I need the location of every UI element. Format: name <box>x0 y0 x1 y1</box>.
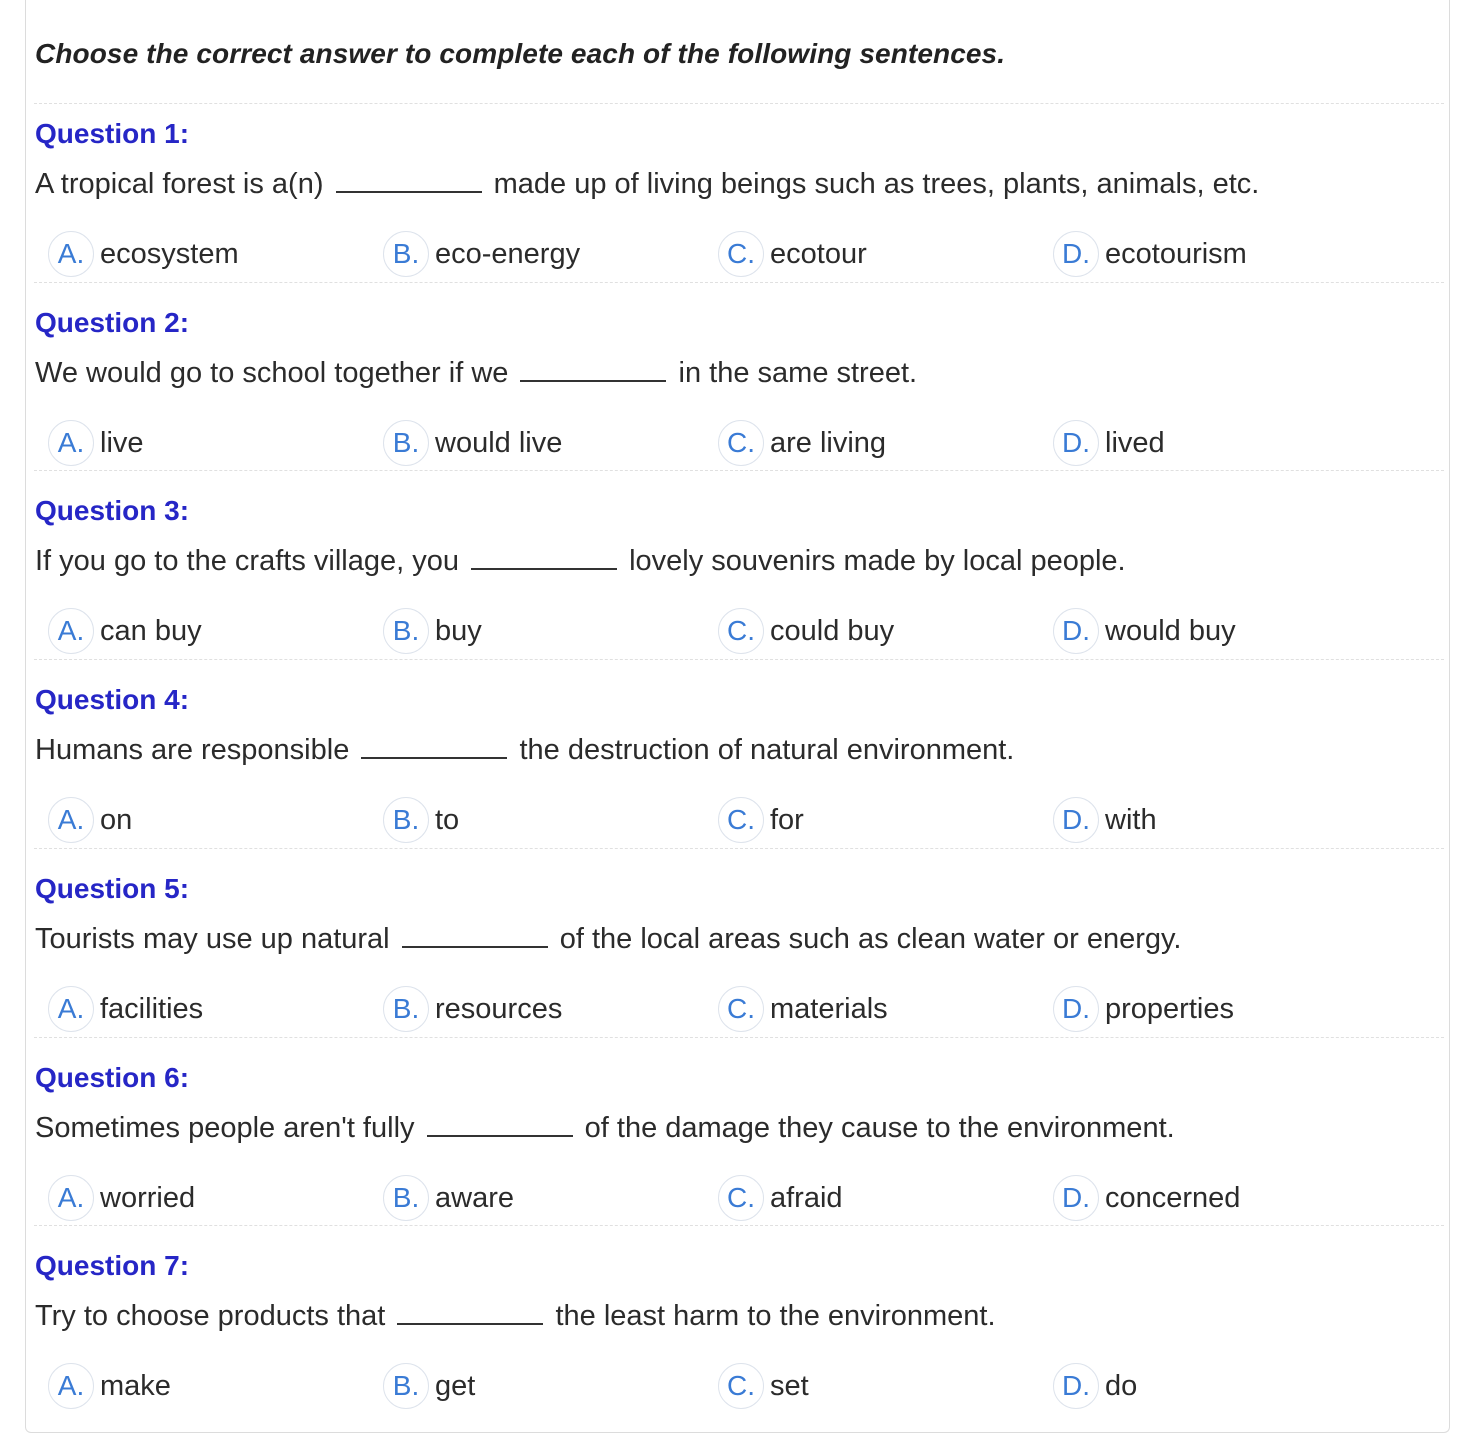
separator <box>34 659 1444 660</box>
question-text <box>35 734 1014 767</box>
question-text-after: in the same street. <box>678 357 918 389</box>
separator <box>34 470 1444 471</box>
question-text-before: A tropical forest is a(n) <box>35 168 324 200</box>
option-text: live <box>100 426 144 459</box>
question-block <box>26 859 1451 1047</box>
option-letter-badge: D. <box>1053 1175 1099 1221</box>
option-text: make <box>100 1369 171 1402</box>
answer-option[interactable] <box>718 796 804 844</box>
option-text: ecotourism <box>1105 237 1247 270</box>
option-letter-badge: A. <box>48 420 94 466</box>
question-title: Question 3: <box>35 495 190 526</box>
separator <box>34 848 1444 849</box>
question-block <box>26 293 1451 481</box>
option-text: do <box>1105 1369 1138 1402</box>
answer-option[interactable] <box>48 230 239 278</box>
option-letter-badge: B. <box>383 1175 429 1221</box>
option-text: could buy <box>770 614 895 647</box>
question-title: Question 5: <box>35 873 190 904</box>
question-text <box>35 1300 996 1333</box>
option-letter-badge: A. <box>48 608 94 654</box>
answer-option[interactable] <box>718 985 888 1033</box>
answer-option[interactable] <box>1053 985 1234 1033</box>
option-letter-badge: A. <box>48 986 94 1032</box>
option-letter-badge: D. <box>1053 608 1099 654</box>
answer-blank <box>336 171 482 193</box>
option-text: get <box>435 1369 476 1402</box>
question-text-before: If you go to the crafts village, you <box>35 545 459 577</box>
answer-blank <box>361 737 507 759</box>
question-title: Question 2: <box>35 307 190 338</box>
answer-blank <box>397 1303 543 1325</box>
option-letter-badge: D. <box>1053 986 1099 1032</box>
question-text <box>35 545 1126 578</box>
answer-option[interactable] <box>48 796 132 844</box>
answer-option[interactable] <box>383 419 562 467</box>
option-letter-badge: D. <box>1053 231 1099 277</box>
answer-option[interactable] <box>718 607 894 655</box>
question-title: Question 1: <box>35 118 190 149</box>
question-text-after: lovely souvenirs made by local people. <box>629 545 1126 577</box>
option-text: with <box>1105 803 1157 836</box>
option-text: properties <box>1105 992 1234 1025</box>
answer-option[interactable] <box>1053 419 1165 467</box>
question-title: Question 6: <box>35 1062 190 1093</box>
answer-option[interactable] <box>383 985 562 1033</box>
question-text <box>35 1112 1175 1145</box>
answer-option[interactable] <box>48 985 203 1033</box>
separator <box>34 1037 1444 1038</box>
option-letter-badge: B. <box>383 1363 429 1409</box>
separator <box>34 1225 1444 1226</box>
option-text: are living <box>770 426 887 459</box>
option-letter-badge: B. <box>383 231 429 277</box>
question-text-after: of the local areas such as clean water or energy. <box>559 923 1182 955</box>
option-text: materials <box>770 992 888 1025</box>
option-text: afraid <box>770 1181 843 1214</box>
option-letter-badge: C. <box>718 797 764 843</box>
answer-option[interactable] <box>718 230 867 278</box>
option-letter-badge: C. <box>718 231 764 277</box>
question-text-before: We would go to school together if we <box>35 357 509 389</box>
option-letter-badge: C. <box>718 420 764 466</box>
answer-option[interactable] <box>48 607 202 655</box>
question-block <box>26 670 1451 858</box>
question-text-before: Sometimes people aren't fully <box>35 1112 415 1144</box>
option-text: resources <box>435 992 563 1025</box>
option-letter-badge: D. <box>1053 420 1099 466</box>
answer-blank <box>402 926 548 948</box>
option-letter-badge: D. <box>1053 797 1099 843</box>
question-text-before: Try to choose products that <box>35 1300 386 1332</box>
option-text: on <box>100 803 133 836</box>
option-letter-badge: B. <box>383 608 429 654</box>
option-text: for <box>770 803 804 836</box>
answer-option[interactable] <box>1053 230 1247 278</box>
option-text: eco-energy <box>435 237 581 270</box>
question-text <box>35 168 1259 201</box>
option-letter-badge: B. <box>383 420 429 466</box>
question-text-after: the least harm to the environment. <box>555 1300 996 1332</box>
question-text-before: Tourists may use up natural <box>35 923 390 955</box>
option-text: facilities <box>100 992 204 1025</box>
question-block <box>26 104 1451 292</box>
answer-option[interactable] <box>383 230 580 278</box>
option-letter-badge: C. <box>718 986 764 1032</box>
answer-option[interactable] <box>718 1362 809 1410</box>
question-block <box>26 1236 1451 1424</box>
answer-option[interactable] <box>1053 796 1157 844</box>
answer-blank <box>471 548 617 570</box>
answer-option[interactable] <box>1053 1362 1137 1410</box>
separator <box>34 282 1444 283</box>
option-letter-badge: A. <box>48 1363 94 1409</box>
option-letter-badge: D. <box>1053 1363 1099 1409</box>
option-text: would buy <box>1105 614 1236 647</box>
question-text-after: the destruction of natural environment. <box>519 734 1015 766</box>
answer-option[interactable] <box>383 1174 514 1222</box>
option-text: concerned <box>1105 1181 1241 1214</box>
answer-option[interactable] <box>1053 1174 1240 1222</box>
answer-blank <box>520 360 666 382</box>
option-text: buy <box>435 614 482 647</box>
answer-option[interactable] <box>718 1174 843 1222</box>
question-block <box>26 481 1451 669</box>
option-letter-badge: C. <box>718 1363 764 1409</box>
option-text: to <box>435 803 460 836</box>
answer-option[interactable] <box>48 1174 195 1222</box>
answer-option[interactable] <box>718 419 886 467</box>
option-letter-badge: A. <box>48 1175 94 1221</box>
question-text-after: of the damage they cause to the environment. <box>584 1112 1175 1144</box>
option-text: aware <box>435 1181 514 1214</box>
question-text <box>35 357 917 390</box>
option-letter-badge: C. <box>718 1175 764 1221</box>
question-text <box>35 923 1181 956</box>
question-block <box>26 1048 1451 1236</box>
answer-option[interactable] <box>48 419 144 467</box>
answer-option[interactable] <box>383 1362 475 1410</box>
option-letter-badge: B. <box>383 797 429 843</box>
option-text: ecotour <box>770 237 867 270</box>
question-text-before: Humans are responsible <box>35 734 350 766</box>
question-text-after: made up of living beings such as trees, plants, animals, etc. <box>493 168 1260 200</box>
question-title: Question 7: <box>35 1250 190 1281</box>
option-letter-badge: A. <box>48 797 94 843</box>
option-text: set <box>770 1369 809 1402</box>
answer-option[interactable] <box>1053 607 1236 655</box>
answer-option[interactable] <box>383 796 459 844</box>
option-text: would live <box>435 426 563 459</box>
option-letter-badge: A. <box>48 231 94 277</box>
quiz-card <box>25 0 1450 1433</box>
answer-option[interactable] <box>383 607 482 655</box>
option-text: can buy <box>100 614 202 647</box>
option-text: worried <box>100 1181 196 1214</box>
option-letter-badge: C. <box>718 608 764 654</box>
option-letter-badge: B. <box>383 986 429 1032</box>
answer-blank <box>427 1115 573 1137</box>
instruction-text: Choose the correct answer to complete each of the following sentences. <box>35 38 1006 69</box>
answer-option[interactable] <box>48 1362 171 1410</box>
option-text: ecosystem <box>100 237 239 270</box>
question-title: Question 4: <box>35 684 190 715</box>
option-text: lived <box>1105 426 1165 459</box>
